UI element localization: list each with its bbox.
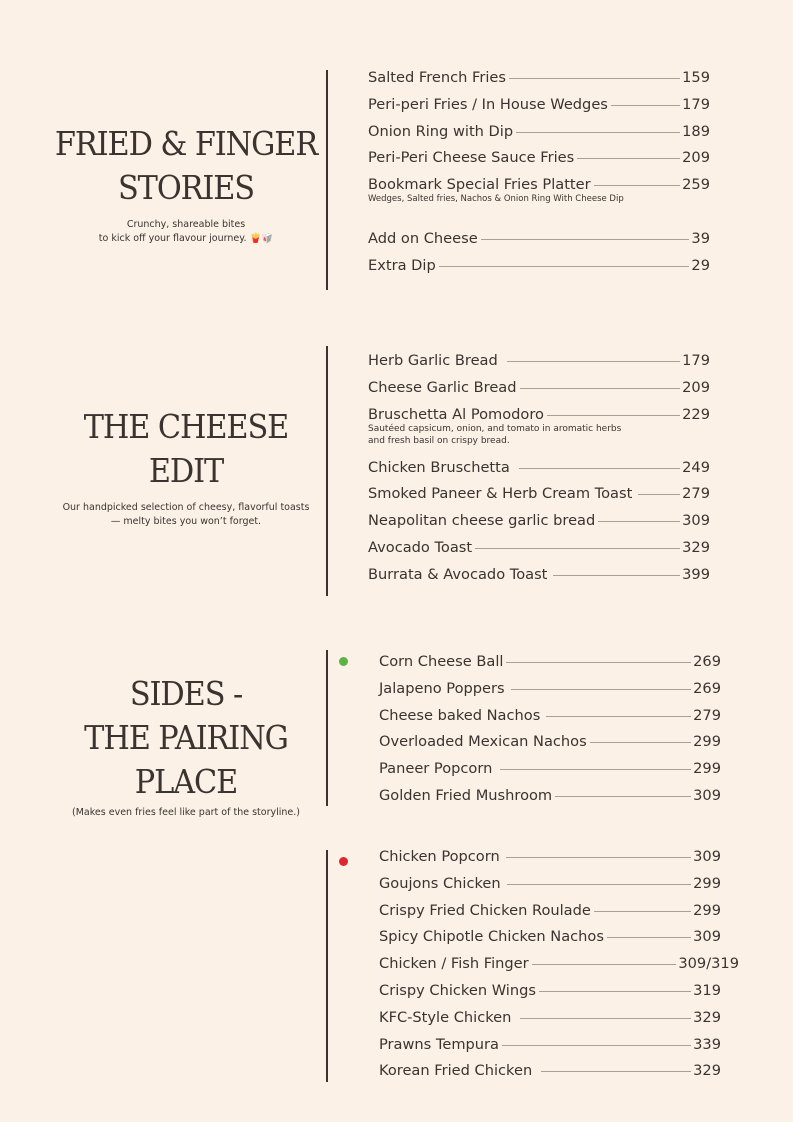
title-line: FRIED & FINGER [54, 124, 318, 163]
section-heading-fried-finger [40, 122, 332, 246]
item-price: 299 [693, 733, 721, 751]
description-line: Our handpicked selection of cheesy, flavorful toasts [62, 502, 310, 513]
title-line: THE CHEESE [83, 407, 289, 446]
item-price: 309 [693, 786, 721, 804]
item-name: Burrata & Avocado Toast [368, 565, 548, 583]
menu-item [368, 148, 710, 175]
title-line: THE PAIRING [84, 718, 288, 757]
section-title [52, 405, 321, 493]
menu-item [379, 679, 721, 706]
addon-item [368, 256, 710, 283]
item-name: Prawns Tempura [379, 1035, 499, 1053]
item-name: Goujons Chicken [379, 874, 501, 892]
menu-list-sides-nonveg [379, 847, 739, 1088]
item-price: 309 [693, 928, 721, 946]
item-price: 309 [693, 848, 721, 865]
item-name: Onion Ring with Dip [368, 122, 514, 140]
menu-item [379, 652, 721, 679]
item-price: 269 [693, 653, 721, 670]
item-price: 259 [682, 176, 710, 194]
item-name: Cheese Garlic Bread [368, 378, 517, 396]
description-line: Sautéed capsicum, onion, and tomato in aromatic herbs [368, 423, 622, 434]
item-price: 309/319 [678, 955, 739, 973]
leader-line [638, 494, 680, 495]
menu-item [379, 927, 721, 954]
item-price: 179 [682, 352, 710, 369]
menu-item [368, 511, 710, 538]
menu-item [368, 405, 710, 458]
item-name: Chicken Popcorn [379, 848, 500, 865]
item-price: 319 [693, 981, 721, 999]
leader-line [500, 769, 691, 770]
menu-item [379, 1035, 721, 1062]
menu-list-sides-veg [379, 652, 721, 813]
leader-line [598, 521, 680, 522]
item-price: 309 [682, 512, 710, 530]
leader-line [546, 716, 691, 717]
title-line: STORIES [117, 168, 255, 207]
description-line: Crunchy, shareable bites [126, 219, 246, 230]
menu-item [379, 981, 721, 1008]
item-name: Herb Garlic Bread [368, 352, 498, 369]
item-name: Peri-Peri Cheese Sauce Fries [368, 149, 575, 167]
item-name: Neapolitan cheese garlic bread [368, 512, 596, 530]
menu-item [379, 706, 721, 733]
menu-item [368, 458, 710, 485]
item-name: Overloaded Mexican Nachos [379, 733, 587, 751]
item-name: Chicken / Fish Finger [379, 955, 529, 973]
leader-line [553, 575, 680, 576]
section-divider [326, 850, 328, 1082]
menu-item [379, 759, 721, 786]
menu-item [368, 122, 710, 149]
item-price: 299 [693, 901, 721, 919]
leader-line [475, 548, 680, 549]
item-price: 269 [693, 679, 721, 697]
leader-line [511, 689, 692, 690]
item-price: 249 [682, 458, 710, 476]
item-name: Bookmark Special Fries Platter [368, 176, 591, 194]
leader-line [590, 742, 691, 743]
leader-line [439, 266, 690, 267]
leader-line [519, 468, 680, 469]
description-line: to kick off your flavour journey. 🍟🥡 [98, 233, 274, 244]
menu-item [379, 954, 739, 981]
leader-line [547, 415, 680, 416]
item-price: 279 [682, 485, 710, 503]
nonveg-indicator-icon [339, 857, 348, 866]
leader-line [539, 991, 691, 992]
menu-item [368, 484, 710, 511]
section-divider [326, 346, 328, 596]
item-name: Chicken Bruschetta [368, 458, 510, 476]
item-price: 329 [693, 1062, 721, 1080]
leader-line [502, 1045, 691, 1046]
item-name: Bruschetta Al Pomodoro [368, 405, 544, 423]
item-name: Peri-peri Fries / In House Wedges [368, 95, 608, 113]
item-name: Corn Cheese Ball [379, 653, 504, 670]
menu-item [379, 901, 721, 928]
section-description [40, 806, 332, 820]
leader-line [520, 388, 681, 389]
item-name: Cheese baked Nachos [379, 706, 541, 724]
item-name: Avocado Toast [368, 538, 473, 556]
section-description [40, 501, 332, 529]
item-price: 329 [693, 1008, 721, 1026]
menu-item [379, 732, 721, 759]
item-price: 209 [682, 378, 710, 396]
item-description [368, 423, 710, 447]
item-price: 189 [682, 122, 710, 140]
leader-line [607, 937, 691, 938]
item-name: Smoked Paneer & Herb Cream Toast [368, 485, 633, 503]
leader-line [516, 132, 680, 133]
leader-line [520, 1018, 691, 1019]
leader-line [594, 185, 681, 186]
menu-item [379, 1061, 721, 1088]
leader-line [541, 1071, 691, 1072]
item-price: 399 [682, 565, 710, 583]
leader-line [509, 78, 680, 79]
item-name: Paneer Popcorn [379, 760, 493, 778]
item-price: 299 [693, 760, 721, 778]
section-title [52, 672, 321, 804]
item-name: KFC-Style Chicken [379, 1008, 512, 1026]
section-heading-sides [40, 672, 332, 820]
menu-item [379, 1008, 721, 1035]
leader-line [532, 964, 677, 965]
menu-item [368, 538, 710, 565]
leader-line [594, 911, 691, 912]
item-price: 209 [682, 149, 710, 167]
item-price: 279 [693, 706, 721, 724]
menu-item [368, 565, 710, 592]
item-name: Spicy Chipotle Chicken Nachos [379, 928, 604, 946]
item-name: Crispy Fried Chicken Roulade [379, 901, 591, 919]
item-name: Crispy Chicken Wings [379, 981, 536, 999]
title-line: EDIT [148, 451, 224, 490]
leader-line [555, 796, 691, 797]
item-name: Korean Fried Chicken [379, 1062, 533, 1080]
item-price: 159 [682, 69, 710, 86]
menu-item [379, 874, 721, 901]
item-name: Add on Cheese [368, 230, 478, 248]
menu-item [379, 847, 721, 874]
section-divider [326, 70, 328, 290]
leader-line [507, 361, 680, 362]
menu-item [368, 95, 710, 122]
item-price: 39 [691, 230, 710, 248]
leader-line [506, 857, 691, 858]
leader-line [507, 884, 692, 885]
description-line: (Makes even fries feel like part of the storyline.) [72, 807, 300, 818]
menu-list-fried-finger [368, 68, 710, 283]
description-line: and fresh basil on crispy bread. [368, 435, 510, 446]
item-price: 29 [691, 256, 710, 274]
leader-line [611, 105, 680, 106]
item-name: Extra Dip [368, 256, 436, 274]
menu-item [368, 378, 710, 405]
addon-item [368, 229, 710, 256]
item-name: Jalapeno Poppers [379, 679, 505, 697]
menu-list-cheese-edit [368, 351, 710, 592]
leader-line [481, 239, 690, 240]
item-description: Wedges, Salted fries, Nachos & Onion Ring With Cheese Dip [368, 194, 624, 205]
veg-indicator-icon [339, 657, 348, 666]
leader-line [506, 662, 691, 663]
menu-item [368, 175, 710, 229]
item-name: Golden Fried Mushroom [379, 786, 553, 804]
title-line: PLACE [134, 762, 238, 801]
section-title [52, 122, 321, 210]
item-price: 329 [682, 538, 710, 556]
item-name: Salted French Fries [368, 69, 506, 86]
item-price: 339 [693, 1035, 721, 1053]
leader-line [577, 158, 680, 159]
item-price: 229 [682, 405, 710, 423]
section-heading-cheese-edit [40, 405, 332, 529]
menu-item [368, 351, 710, 378]
section-description [40, 218, 332, 246]
description-line: — melty bites you won’t forget. [110, 516, 262, 527]
title-line: SIDES - [129, 674, 243, 713]
section-divider [326, 650, 328, 806]
menu-item [379, 786, 721, 813]
item-price: 179 [682, 95, 710, 113]
item-price: 299 [693, 874, 721, 892]
menu-item [368, 68, 710, 95]
